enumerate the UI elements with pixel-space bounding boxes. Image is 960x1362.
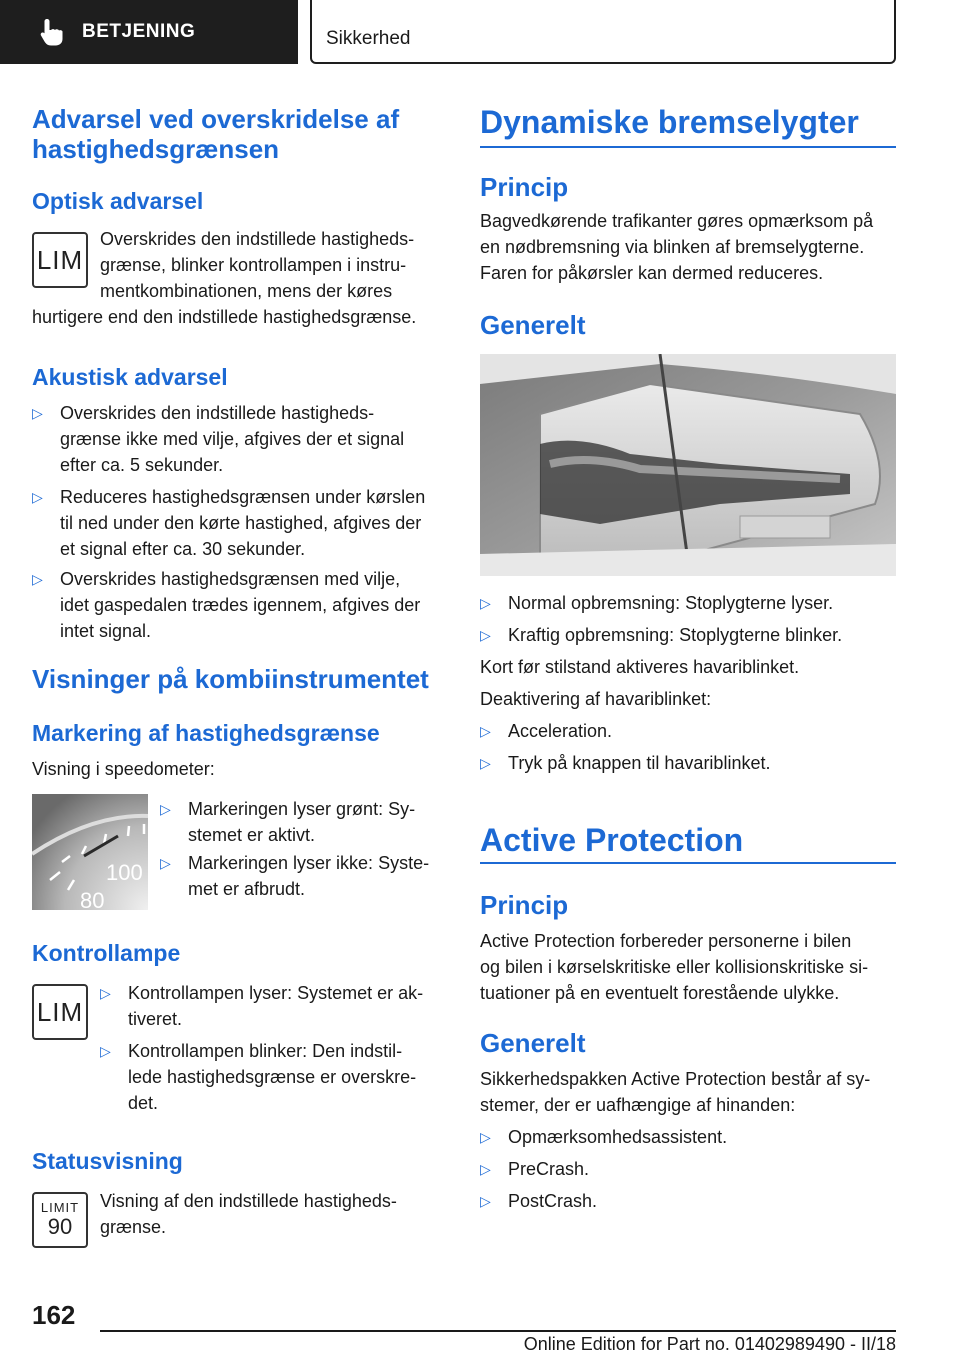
triangle-bullet-icon: ▷: [480, 1193, 491, 1209]
list-item: ▷ Kontrollampen blinker: Den indstil- lede hastighedsgrænse er overskre- det.: [100, 1038, 450, 1116]
list-item: ▷ PreCrash.: [480, 1156, 896, 1182]
kort-text: Kort før stilstand aktiveres havariblinket.: [480, 657, 800, 677]
list-item: ▷ Opmærksomhedsassistent.: [480, 1124, 896, 1150]
tail-lamp-image: [480, 354, 896, 576]
ap-generelt-line: Sikkerhedspakken Active Protection består af sy-: [480, 1069, 871, 1089]
heading-visninger: Visninger på kombiinstrumentet: [32, 664, 429, 694]
heading-akustisk-advarsel: Akustisk advarsel: [32, 364, 228, 390]
list-item: ▷ Acceleration.: [480, 718, 896, 744]
header-section: Sikkerhed: [326, 28, 411, 49]
speedo-label-80: 80: [80, 888, 105, 910]
header-section-tab: [310, 0, 896, 64]
optisk-text-line-4: hurtigere end den indstillede hastighedsgrænse.: [32, 307, 417, 327]
list-item: ▷ PostCrash.: [480, 1188, 896, 1214]
triangle-bullet-icon: ▷: [480, 595, 491, 611]
triangle-bullet-icon: ▷: [32, 571, 43, 587]
heading-active-protection: Active Protection: [480, 822, 744, 858]
list-item: ▷ Tryk på knappen til havariblinket.: [480, 750, 896, 776]
heading-dynamiske-bremselygter: Dynamiske bremselygter: [480, 104, 859, 140]
princip-line: en nødbremsning via blinken af bremselygterne.: [480, 237, 865, 257]
section-heading-speed-warning: Advarsel ved overskridelse af hastighedsgrænsen: [32, 104, 400, 164]
heading-rule: [480, 146, 896, 148]
optisk-text-line-1: Overskrides den indstillede hastigheds-: [100, 229, 415, 249]
heading-ap-generelt: Generelt: [480, 1028, 586, 1058]
speedo-label-100: 100: [106, 860, 143, 885]
list-item: ▷ Normal opbremsning: Stoplygterne lyser.: [480, 590, 896, 616]
limit-90-indicator-icon: LIMIT 90: [32, 1192, 88, 1248]
heading-optisk-advarsel: Optisk advarsel: [32, 188, 204, 214]
ap-generelt-line: stemer, der er uafhængige af hinanden:: [480, 1095, 796, 1115]
triangle-bullet-icon: ▷: [160, 801, 171, 817]
triangle-bullet-icon: ▷: [480, 723, 491, 739]
list-item: ▷ Markeringen lyser grønt: Sy- stemet er aktivt.: [160, 796, 450, 848]
triangle-bullet-icon: ▷: [480, 1129, 491, 1145]
princip-line: Faren for påkørsler kan dermed reduceres.: [480, 263, 824, 283]
footer-edition: Online Edition for Part no. 01402989490 - II/18: [523, 1334, 896, 1354]
header-category: BETJENING: [82, 21, 196, 42]
ap-princip-line: tuationer på en eventuelt forestående ulykke.: [480, 983, 840, 1003]
heading-ap-princip: Princip: [480, 890, 569, 920]
list-item: ▷ Kraftig opbremsning: Stoplygterne blinker.: [480, 622, 896, 648]
heading-princip: Princip: [480, 172, 569, 202]
status-text-line-1: Visning af den indstillede hastigheds-: [100, 1191, 397, 1211]
triangle-bullet-icon: ▷: [100, 1043, 111, 1059]
lim-indicator-icon: LIM: [32, 232, 88, 288]
optisk-text-line-3: mentkombinationen, mens der køres: [100, 281, 393, 301]
triangle-bullet-icon: ▷: [160, 855, 171, 871]
triangle-bullet-icon: ▷: [32, 489, 43, 505]
lim-indicator-icon: LIM: [32, 984, 88, 1040]
page-number: 162: [32, 1300, 76, 1330]
status-text-line-2: grænse.: [100, 1217, 167, 1237]
triangle-bullet-icon: ▷: [480, 1161, 491, 1177]
ap-princip-line: og bilen i kørselskritiske eller kollisionskritiske si-: [480, 957, 869, 977]
list-item: ▷ Overskrides den indstillede hastigheds- grænse ikke med vilje, afgives der et signal efter ca. 5 sekunder.: [32, 400, 452, 478]
heading-rule: [480, 862, 896, 864]
list-item: ▷ Kontrollampen lyser: Systemet er ak- tiveret.: [100, 980, 450, 1032]
list-item: ▷ Reduceres hastighedsgrænsen under kørslen til ned under den kørte hastighed, afgives der et signal efter ca. 30 sekunder.: [32, 484, 452, 562]
footer-rule: [100, 1330, 896, 1332]
deakt-text: Deaktivering af havariblinket:: [480, 689, 712, 709]
pointing-hand-icon: [38, 17, 66, 47]
markering-intro: Visning i speedometer:: [32, 759, 215, 779]
speedometer-image: [32, 794, 148, 910]
list-item: ▷ Markeringen lyser ikke: Syste- met er afbrudt.: [160, 850, 450, 902]
triangle-bullet-icon: ▷: [100, 985, 111, 1001]
princip-line: Bagvedkørende trafikanter gøres opmærksom på: [480, 211, 874, 231]
optisk-text-line-2: grænse, blinker kontrollampen i instru-: [100, 255, 407, 275]
triangle-bullet-icon: ▷: [480, 627, 491, 643]
heading-generelt: Generelt: [480, 310, 586, 340]
heading-statusvisning: Statusvisning: [32, 1148, 183, 1174]
header-category-tab: [0, 0, 298, 64]
list-item: ▷ Overskrides hastighedsgrænsen med vilje, idet gaspedalen trædes igennem, afgives der intet signal.: [32, 566, 452, 644]
heading-markering: Markering af hastighedsgrænse: [32, 720, 380, 746]
ap-princip-line: Active Protection forbereder personerne i bilen: [480, 931, 852, 951]
triangle-bullet-icon: ▷: [480, 755, 491, 771]
triangle-bullet-icon: ▷: [32, 405, 43, 421]
heading-kontrollampe: Kontrollampe: [32, 940, 181, 966]
